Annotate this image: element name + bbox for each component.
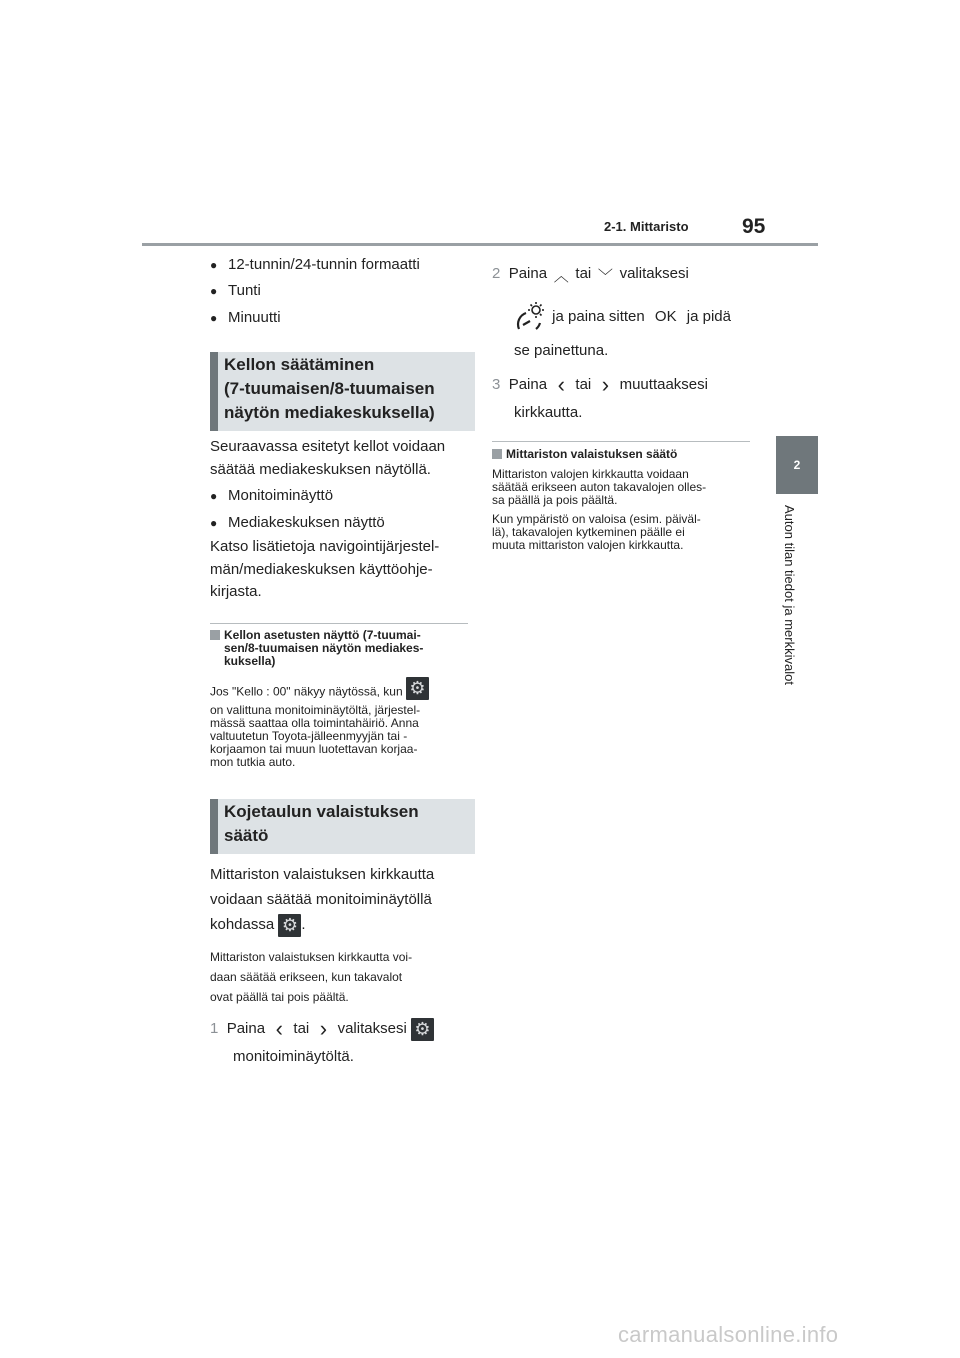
note-rule	[210, 623, 468, 624]
note-text: Jos "Kello : 00" näkyy näytössä, kun ⚙ on valittuna monitoiminäytöltä, järjestel- mässä saattaa olla toimintahäiriö. Anna valtuutetun Toyota-jälleenmyyjän tai - korjaamon tai muun luotettavan korjaa- mon tutkia auto.	[210, 681, 472, 769]
settings-gear-icon: ⚙	[406, 677, 429, 700]
chevron-right-icon: ›	[601, 372, 610, 397]
paragraph: Mittariston valaistuksen kirkkautta voidaan säätää monitoiminäytöllä kohdassa ⚙ .	[210, 866, 435, 935]
chevron-up-icon: ︿	[553, 268, 569, 285]
step-2: 2 Paina ︿ tai ﹀ valitaksesi ja paina sitten OK ja pidä se painettuna.	[492, 265, 731, 359]
section-heading-clock: Kellon säätäminen (7-tuumaisen/8-tuumaisen näytön mediakeskuksella)	[210, 352, 475, 431]
watermark: carmanualsonline.info	[618, 1322, 839, 1347]
settings-gear-icon: ⚙	[411, 1018, 434, 1041]
paragraph: Katso lisätietoja navigointijärjestel- män/mediakeskuksen käyttöohje- kirjasta.	[210, 538, 440, 600]
chevron-left-icon: ‹	[557, 372, 565, 397]
list-item: ● Tunti	[228, 281, 261, 301]
square-bullet-icon	[210, 630, 220, 640]
ok-button-glyph: OK	[654, 307, 677, 325]
section-title: 2-1. Mittaristo	[604, 219, 689, 234]
chevron-down-icon: ﹀	[597, 268, 613, 285]
step-1: 1 Paina ‹ tai › valitaksesi ⚙ monitoiminäytöltä.	[210, 1015, 434, 1071]
note-rule	[492, 441, 750, 442]
header-rule	[142, 243, 818, 246]
list-item: ● Minuutti	[228, 308, 281, 328]
paragraph: Seuraavassa esitetyt kellot voidaan säätää mediakeskuksen näytöllä.	[210, 438, 446, 478]
chevron-left-icon: ‹	[275, 1016, 283, 1041]
list-item: ● Monitoiminäyttö	[228, 486, 333, 506]
page-number: 95	[742, 215, 766, 238]
chapter-tab: 2	[776, 436, 818, 494]
square-bullet-icon	[492, 449, 502, 459]
list-item: ● Mediakeskuksen näyttö	[228, 513, 385, 533]
note-title: Kellon asetusten näyttö (7-tuumai- sen/8-tuumaisen näytön mediakes- kuksella)	[210, 629, 470, 668]
section-heading-brightness: Kojetaulun valaistuksen säätö	[210, 799, 475, 854]
paragraph-small: Mittariston valaistuksen kirkkautta voi- daan säätää erikseen, kun takavalot ovat päällä tai pois päältä.	[210, 950, 413, 1004]
chapter-title-vertical: Auton tilan tiedot ja merkkivalot	[782, 505, 797, 685]
instrument-brightness-icon	[514, 301, 548, 333]
note-title: Mittariston valaistuksen säätö	[492, 448, 677, 461]
settings-gear-icon: ⚙	[278, 914, 301, 937]
note-text: Mittariston valojen kirkkautta voidaan säätää erikseen auton takavalojen olles- sa päällä ja pois päältä. Kun ympäristö on valoisa (esim. päiväl- lä), takavalojen kytkeminen päälle ei muuta mittariston valojen kirkkautta.	[492, 467, 707, 552]
list-item: ● 12-tunnin/24-tunnin formaatti	[228, 255, 420, 275]
step-3: 3 Paina ‹ tai › muuttaaksesi kirkkautta.	[492, 372, 708, 421]
chevron-right-icon: ›	[319, 1016, 328, 1041]
